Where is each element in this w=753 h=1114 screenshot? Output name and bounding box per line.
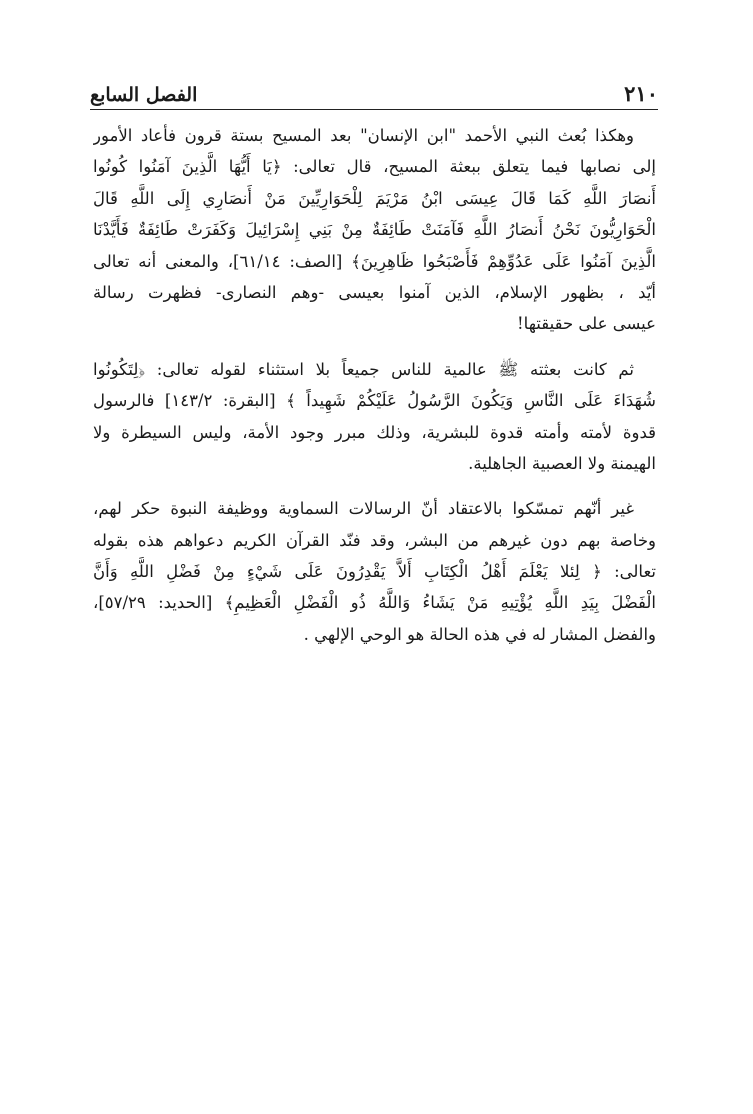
page-number: ٢١٠ xyxy=(624,81,658,106)
paragraph-3 xyxy=(93,493,656,650)
page-body xyxy=(93,120,656,664)
text-line: أيّد ، بظهور الإسلام، الذين آمنوا بعيسى -وهم النصارى- فظهرت رسالة xyxy=(93,282,656,302)
text-line: الْحَوَارِيُّونَ نَحْنُ أَنصَارُ اللَّهِ فَآمَنَتْ طَائِفَةٌ مِنْ بَنِي إِسْرَائِيلَ وَكَفَرَتْ طَائِفَةٌ فَأَيَّدْنَا xyxy=(93,220,656,240)
page-header xyxy=(90,76,658,110)
text-line: الَّذِينَ آمَنُوا عَلَى عَدُوِّهِمْ فَأَصْبَحُوا ظَاهِرِينَ﴾ [الصف: ٦١/١٤]، والمعنى أنه تعالى xyxy=(93,251,656,271)
text-line: وخاصة بهم دون غيرهم من البشر، وقد فنّد القرآن الكريم دعواهم هذه بقوله xyxy=(93,530,656,550)
text-line: وهكذا بُعث النبي الأحمد "ابن الإنسان" بعد المسيح بستة قرون فأعاد الأمور xyxy=(93,126,634,145)
text-line: الْفَضْلَ بِيَدِ اللَّهِ يُؤْتِيهِ مَنْ يَشَاءُ وَاللَّهُ ذُو الْفَضْلِ الْعَظِيمِ﴾ [الحديد: ٥٧/٢٩]، xyxy=(93,593,656,613)
text-line: عيسى على حقيقتها! xyxy=(517,314,656,334)
text-line: ثم كانت بعثته ﷺ عالمية للناس جميعاً بلا استثناء لقوله تعالى: ﴿لِتَكُونُوا xyxy=(93,359,634,379)
paragraph-2 xyxy=(93,354,656,480)
text-line: الهيمنة ولا العصبية الجاهلية. xyxy=(468,453,656,473)
text-line: شُهَدَاءَ عَلَى النَّاسِ وَيَكُونَ الرَّسُولُ عَلَيْكُمْ شَهِيداً ﴾ [البقرة: ١٤٣/٢] فالرسول xyxy=(93,391,656,411)
text-line: والفضل المشار له في هذه الحالة هو الوحي الإلهي . xyxy=(303,624,656,644)
paragraph-1 xyxy=(93,120,656,340)
text-line: قدوة لأمته وأمته قدوة للبشرية، وذلك مبرر وجود الأمة، وليس السيطرة ولا xyxy=(93,422,656,442)
text-line: أَنصَارَ اللَّهِ كَمَا قَالَ عِيسَى ابْنُ مَرْيَمَ لِلْحَوَارِيِّينَ مَنْ أَنصَارِي إِلَى اللَّهِ قَالَ xyxy=(93,188,656,208)
text-line: غير أنّهم تمسّكوا بالاعتقاد أنّ الرسالات السماوية ووظيفة النبوة حكر لهم، xyxy=(93,499,634,519)
chapter-title: الفصل السابع xyxy=(90,84,198,106)
text-line: تعالى: ﴿ لِئلا يَعْلَمَ أَهْلُ الْكِتَابِ أَلاَّ يَقْدِرُونَ عَلَى شَيْءٍ مِنْ فَضْلِ اللَّهِ وَأَنَّ xyxy=(93,562,656,582)
text-line: إلى نصابها فيما يتعلق ببعثة المسيح، قال تعالى: ﴿يَا أَيُّهَا الَّذِينَ آمَنُوا كُونُوا xyxy=(93,157,656,177)
